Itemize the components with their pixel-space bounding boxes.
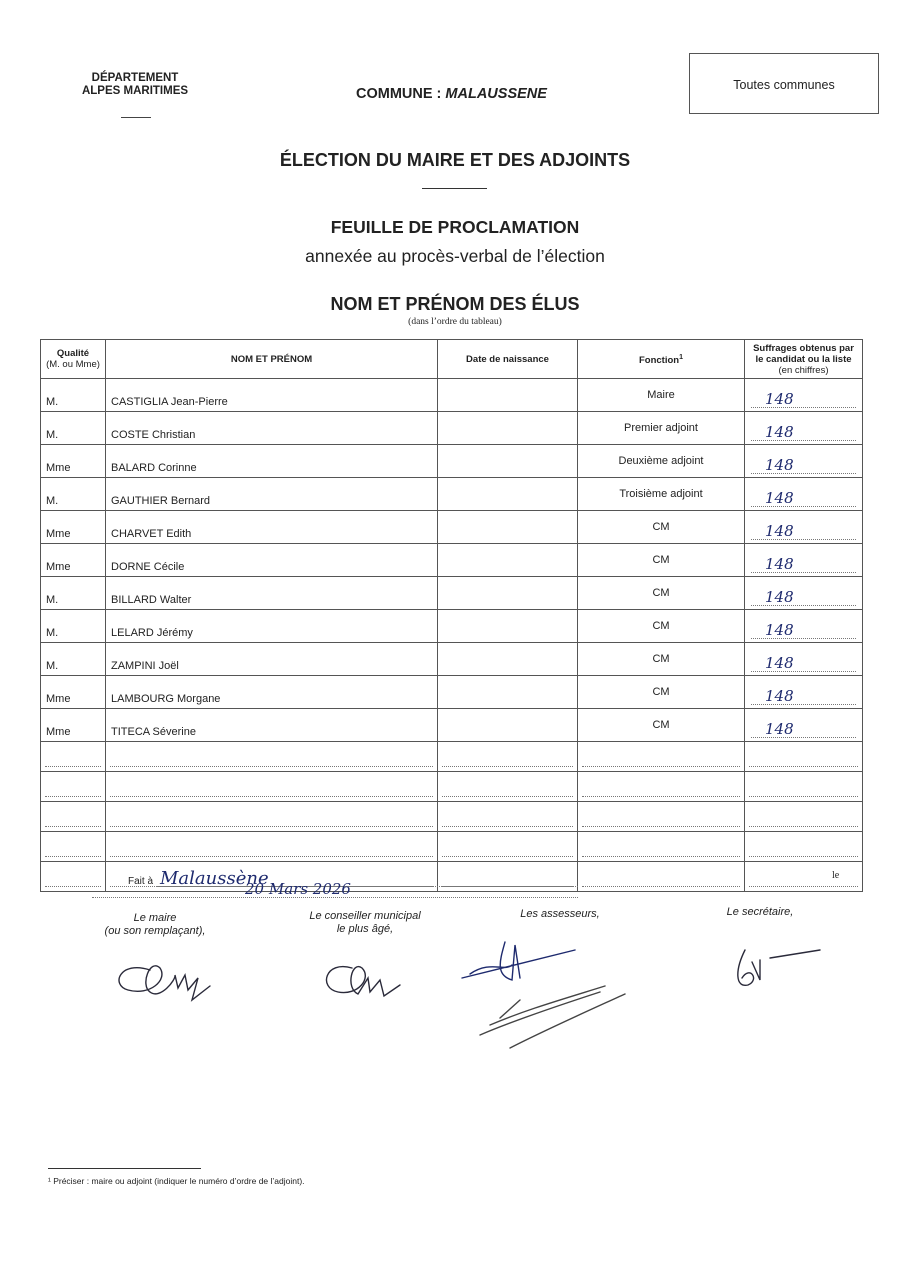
cell-naissance [438, 379, 578, 412]
cell-suffrages [745, 742, 863, 772]
cell-naissance [438, 511, 578, 544]
commune-label: COMMUNE : [356, 86, 442, 102]
cell-qualite: Mme [41, 709, 106, 742]
table-row [41, 478, 863, 511]
cell-qualite: M. [41, 412, 106, 445]
cell-nom: BILLARD Walter [106, 577, 438, 610]
cell-naissance [438, 577, 578, 610]
cell-qualite [41, 832, 106, 862]
cell-qualite [41, 862, 106, 892]
cell-naissance [438, 412, 578, 445]
cell-fonction: CM [578, 709, 745, 742]
signature-assesseur-2 [480, 986, 625, 1048]
cell-fonction [578, 772, 745, 802]
header-nom: NOM ET PRÉNOM [106, 340, 438, 379]
elected-heading: NOM ET PRÉNOM DES ÉLUS [330, 294, 580, 314]
le-label: le [832, 870, 840, 881]
elected-table [40, 339, 863, 892]
department-divider [121, 117, 151, 118]
suffrages-handwritten: 148 [765, 456, 794, 474]
table-row [41, 643, 863, 676]
fait-place-handwritten: Malaussène [160, 868, 269, 889]
department-name: ALPES MARITIMES [81, 85, 189, 97]
cell-fonction [578, 742, 745, 772]
table-row [41, 445, 863, 478]
footnote: ¹ Préciser : maire ou adjoint (indiquer le numéro d’ordre de l’adjoint). [48, 1176, 305, 1186]
header-fonction: Fonction$^1$ [578, 340, 745, 379]
cell-nom [106, 802, 438, 832]
election-title: ÉLECTION DU MAIRE ET DES ADJOINTS [279, 150, 631, 170]
cell-nom: LELARD Jérémy [106, 610, 438, 643]
cell-fonction: CM [578, 577, 745, 610]
cell-qualite: Mme [41, 676, 106, 709]
cell-suffrages [745, 412, 863, 445]
title-divider [422, 188, 487, 189]
cell-suffrages [745, 676, 863, 709]
cell-naissance [438, 772, 578, 802]
suffrages-handwritten: 148 [765, 489, 794, 507]
cell-qualite: Mme [41, 445, 106, 478]
scope-box-text: Toutes communes [733, 78, 835, 92]
suffrages-handwritten: 148 [765, 687, 794, 705]
table-row [41, 676, 863, 709]
table-row-empty [41, 772, 863, 802]
cell-fonction: CM [578, 676, 745, 709]
cell-qualite: Mme [41, 544, 106, 577]
cell-suffrages [745, 772, 863, 802]
cell-nom: TITECA Séverine [106, 709, 438, 742]
cell-naissance [438, 802, 578, 832]
cell-nom: CASTIGLIA Jean-Pierre [106, 379, 438, 412]
table-row-empty [41, 832, 863, 862]
cell-naissance [438, 643, 578, 676]
header-naissance: Date de naissance [438, 340, 578, 379]
table-row [41, 379, 863, 412]
cell-qualite [41, 772, 106, 802]
cell-nom: ZAMPINI Joël [106, 643, 438, 676]
cell-fonction [578, 862, 745, 892]
cell-nom: DORNE Cécile [106, 544, 438, 577]
cell-fonction: Premier adjoint [578, 412, 745, 445]
suffrages-handwritten: 148 [765, 588, 794, 606]
cell-suffrages [745, 709, 863, 742]
sig-label-maire: Le maire (ou son remplaçant), [104, 912, 206, 937]
footnote-divider [48, 1168, 201, 1169]
signature-secretaire [738, 950, 820, 985]
cell-suffrages [745, 832, 863, 862]
table-row [41, 511, 863, 544]
cell-fonction: CM [578, 544, 745, 577]
cell-naissance [438, 544, 578, 577]
cell-naissance [438, 862, 578, 892]
cell-suffrages [745, 478, 863, 511]
table-row [41, 544, 863, 577]
department-label: DÉPARTEMENT [91, 72, 179, 84]
cell-nom [106, 742, 438, 772]
table-row [41, 709, 863, 742]
cell-naissance [438, 676, 578, 709]
cell-nom: GAUTHIER Bernard [106, 478, 438, 511]
sheet-title: FEUILLE DE PROCLAMATION [330, 217, 580, 237]
sig-label-assesseurs: Les assesseurs, [520, 908, 600, 920]
table-row [41, 610, 863, 643]
signatures [0, 930, 900, 1060]
cell-qualite: M. [41, 478, 106, 511]
cell-nom: CHARVET Edith [106, 511, 438, 544]
table-row [41, 577, 863, 610]
cell-suffrages [745, 643, 863, 676]
cell-fonction: CM [578, 643, 745, 676]
sig-label-conseiller: Le conseiller municipal le plus âgé, [309, 910, 421, 935]
cell-qualite [41, 742, 106, 772]
cell-suffrages [745, 610, 863, 643]
cell-suffrages [745, 544, 863, 577]
commune-name: MALAUSSENE [445, 86, 547, 102]
header-qualite: Qualité (M. ou Mme) [41, 340, 106, 379]
cell-qualite: M. [41, 643, 106, 676]
signature-assesseur-1 [462, 942, 575, 980]
table-row-empty [41, 742, 863, 772]
cell-naissance [438, 742, 578, 772]
cell-fonction: Maire [578, 379, 745, 412]
cell-naissance [438, 709, 578, 742]
elected-order-note: (dans l’ordre du tableau) [408, 317, 502, 327]
cell-qualite: M. [41, 577, 106, 610]
cell-naissance [438, 832, 578, 862]
commune-line [356, 86, 547, 102]
cell-fonction [578, 832, 745, 862]
cell-fonction [578, 802, 745, 832]
suffrages-handwritten: 148 [765, 423, 794, 441]
cell-fonction: CM [578, 610, 745, 643]
cell-suffrages [745, 445, 863, 478]
cell-qualite: M. [41, 610, 106, 643]
cell-suffrages [745, 862, 863, 892]
cell-nom: LAMBOURG Morgane [106, 676, 438, 709]
fait-date-handwritten: 20 Mars 2026 [245, 880, 351, 898]
cell-suffrages [745, 379, 863, 412]
table-row [41, 412, 863, 445]
signature-conseiller [327, 967, 400, 996]
cell-qualite: M. [41, 379, 106, 412]
cell-qualite: Mme [41, 511, 106, 544]
sig-label-secretaire: Le secrétaire, [726, 906, 794, 918]
department-block [60, 72, 210, 98]
suffrages-handwritten: 148 [765, 654, 794, 672]
table-header-row [41, 340, 863, 379]
table-row-empty [41, 802, 863, 832]
cell-fonction: Troisième adjoint [578, 478, 745, 511]
signature-maire [119, 966, 210, 1000]
cell-nom: BALARD Corinne [106, 445, 438, 478]
cell-fonction: Deuxième adjoint [578, 445, 745, 478]
cell-fonction: CM [578, 511, 745, 544]
suffrages-handwritten: 148 [765, 621, 794, 639]
cell-qualite [41, 802, 106, 832]
cell-nom [106, 772, 438, 802]
cell-nom [106, 832, 438, 862]
suffrages-handwritten: 148 [765, 555, 794, 573]
cell-naissance [438, 610, 578, 643]
suffrages-handwritten: 148 [765, 390, 794, 408]
suffrages-handwritten: 148 [765, 522, 794, 540]
cell-naissance [438, 445, 578, 478]
scope-box [689, 53, 879, 114]
cell-suffrages [745, 577, 863, 610]
fait-label: Fait à [128, 876, 154, 887]
cell-suffrages [745, 802, 863, 832]
cell-nom: COSTE Christian [106, 412, 438, 445]
header-suffrages: Suffrages obtenus par le candidat ou la liste (en chiffres) [745, 340, 863, 379]
cell-suffrages [745, 511, 863, 544]
cell-naissance [438, 478, 578, 511]
sheet-subtitle: annexée au procès-verbal de l’élection [305, 246, 605, 266]
suffrages-handwritten: 148 [765, 720, 794, 738]
